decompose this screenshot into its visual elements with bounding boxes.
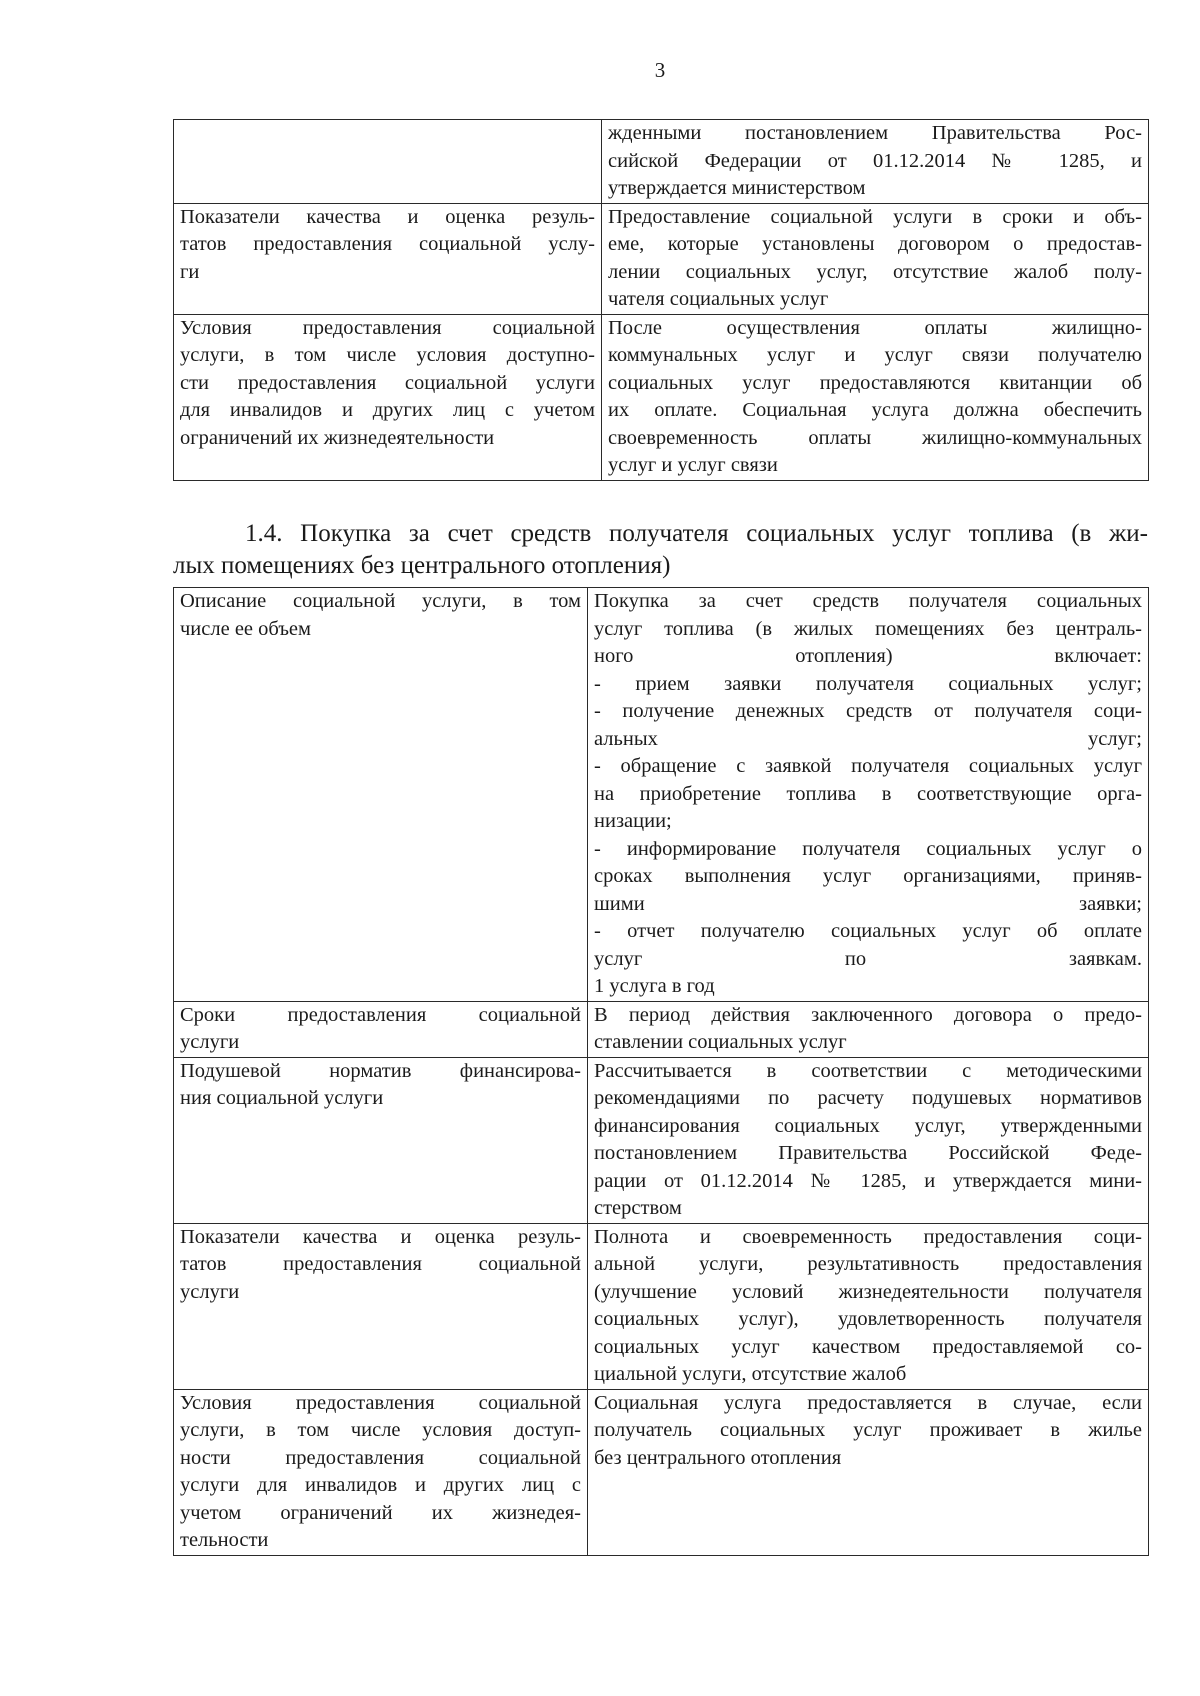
table1-body	[174, 120, 1149, 481]
cell-text-line: В период действия заключенного договора о предо-	[594, 1003, 1142, 1026]
cell-text-line: - отчет получателю социальных услуг об оплате	[594, 920, 1142, 942]
cell-text-line: стерством	[594, 1197, 682, 1219]
cell-text-line: После осуществления оплаты жилищно-	[608, 316, 1142, 339]
cell-text-line: числе ее объем	[180, 617, 311, 640]
fuel-purchase-service-table	[173, 587, 1149, 1556]
cell-text-line: сти предоставления социальной услуги	[180, 371, 595, 394]
cell-text-line: на приобретение топлива в соответствующие орга-	[594, 782, 1142, 805]
row-label-cell	[174, 1001, 588, 1057]
cell-text-line: шими заявки;	[594, 892, 1142, 915]
cell-text-line: получатель социальных услуг проживает в жилье	[594, 1419, 1142, 1441]
cell-text-line: Условия предоставления социальной	[180, 316, 595, 339]
cell-text-line: услуг топлива (в жилых помещениях без централь-	[594, 617, 1142, 640]
cell-text-line: Описание социальной услуги, в том	[180, 590, 581, 612]
cell-text-line: коммунальных услуг и услуг связи получателю	[608, 344, 1142, 366]
row-label-cell	[174, 588, 588, 1002]
cell-text-line: без центрального отопления	[594, 1446, 842, 1469]
cell-text-line: ставлении социальных услуг	[594, 1031, 847, 1053]
row-value-cell	[588, 1389, 1149, 1555]
cell-text-line: татов предоставления социальной	[180, 1253, 581, 1275]
table-row	[174, 1389, 1149, 1555]
section-title-line-1: 1.4. Покупка за счет средств получателя социальных услуг топлива (в жи-	[245, 520, 1148, 547]
cell-text-line: жденными постановлением Правительства Рос-	[608, 122, 1142, 144]
cell-text-line: тельности	[180, 1529, 269, 1551]
cell-text-line: услуг по заявкам.	[594, 947, 1142, 970]
table-row	[174, 1001, 1149, 1057]
cell-text-line: еме, которые установлены договором о предостав-	[608, 233, 1142, 255]
table-row	[174, 1223, 1149, 1389]
cell-text-line: - информирование получателя социальных услуг о	[594, 837, 1142, 860]
cell-text-line: услуги	[180, 1031, 240, 1053]
cell-text-line: Покупка за счет средств получателя социальных	[594, 590, 1142, 612]
row-value-cell	[588, 1223, 1149, 1389]
cell-text-line: утверждается министерством	[608, 177, 866, 199]
cell-text-line: ного отопления) включает:	[594, 645, 1142, 667]
page-number: 3	[654, 58, 666, 82]
row-value-cell	[588, 1001, 1149, 1057]
cell-text-line: чателя социальных услуг	[608, 288, 829, 310]
row-label-cell	[174, 1223, 588, 1389]
cell-text-line: - получение денежных средств от получателя соци-	[594, 700, 1142, 722]
table-row	[174, 588, 1149, 1002]
table2-body	[174, 588, 1149, 1556]
section-title	[173, 518, 1148, 582]
cell-text-line: Полнота и своевременность предоставления соци-	[594, 1225, 1142, 1248]
cell-text-line: учетом ограничений их жизнедея-	[180, 1501, 581, 1524]
row-label-cell	[174, 203, 602, 314]
cell-text-line: альных услуг;	[594, 727, 1142, 750]
row-label-cell	[174, 1057, 588, 1223]
section-title-line-2: лых помещениях без центрального отопления)	[173, 552, 671, 579]
table-row	[174, 314, 1149, 480]
cell-text-line: Показатели качества и оценка резуль-	[180, 205, 595, 228]
cell-text-line: социальных услуг), удовлетворенность получателя	[594, 1308, 1142, 1330]
cell-text-line: Сроки предоставления социальной	[180, 1003, 581, 1026]
cell-text-line: низации;	[594, 810, 672, 832]
cell-text-line: Показатели качества и оценка резуль-	[180, 1225, 581, 1248]
service-table-continued	[173, 119, 1149, 481]
cell-text-line: Предоставление социальной услуги в сроки и объ-	[608, 205, 1142, 228]
cell-text-line: сроках выполнения услуг организациями, приняв-	[594, 865, 1142, 887]
cell-text-line: (улучшение условий жизнедеятельности получателя	[594, 1280, 1142, 1303]
row-value-cell	[602, 120, 1149, 204]
cell-text-line: лении социальных услуг, отсутствие жалоб полу-	[608, 260, 1142, 283]
cell-text-line: услуг и услуг связи	[608, 454, 778, 476]
cell-text-line: для инвалидов и других лиц с учетом	[180, 399, 595, 421]
row-label-cell	[174, 314, 602, 480]
cell-text-line: сийской Федерации от 01.12.2014 № 1285, и	[608, 149, 1142, 172]
cell-text-line: услуги, в том числе условия доступно-	[180, 344, 595, 366]
table-row	[174, 120, 1149, 204]
row-label-cell	[174, 1389, 588, 1555]
cell-text-line: ности предоставления социальной	[180, 1446, 581, 1469]
cell-text-line: услуги, в том числе условия доступ-	[180, 1419, 581, 1441]
cell-text-line: татов предоставления социальной услу-	[180, 233, 595, 255]
cell-text-line: социальных услуг предоставляются квитанции об	[608, 371, 1142, 394]
row-value-cell	[602, 314, 1149, 480]
row-label-cell	[174, 120, 602, 204]
cell-text-line: ния социальной услуги	[180, 1087, 384, 1109]
cell-text-line: финансирования социальных услуг, утвержденными	[594, 1114, 1142, 1137]
table-row	[174, 203, 1149, 314]
cell-text-line: 1 услуга в год	[594, 975, 715, 997]
cell-text-line: рации от 01.12.2014 № 1285, и утверждается мини-	[594, 1169, 1142, 1192]
cell-text-line: ги	[180, 260, 200, 283]
row-value-cell	[588, 1057, 1149, 1223]
cell-text-line: циальной услуги, отсутствие жалоб	[594, 1363, 907, 1385]
cell-text-line: рекомендациями по расчету подушевых нормативов	[594, 1087, 1142, 1109]
cell-text-line: Подушевой норматив финансирова-	[180, 1059, 581, 1082]
cell-text-line: Социальная услуга предоставляется в случае, если	[594, 1391, 1142, 1414]
cell-text-line: ограничений их жизнедеятельности	[180, 426, 495, 449]
cell-text-line: - обращение с заявкой получателя социальных услуг	[594, 755, 1142, 777]
cell-text-line: своевременность оплаты жилищно-коммунальных	[608, 426, 1142, 449]
row-value-cell	[602, 203, 1149, 314]
table-row	[174, 1057, 1149, 1223]
cell-text-line: - прием заявки получателя социальных услуг;	[594, 672, 1142, 695]
cell-text-line: Условия предоставления социальной	[180, 1391, 581, 1414]
cell-text-line: альной услуги, результативность предоставления	[594, 1253, 1142, 1275]
cell-text-line: их оплате. Социальная услуга должна обеспечить	[608, 399, 1142, 421]
cell-text-line: социальных услуг качеством предоставляемой со-	[594, 1335, 1142, 1358]
cell-text-line: Рассчитывается в соответствии с методическими	[594, 1059, 1142, 1082]
cell-text-line: услуги	[180, 1280, 240, 1303]
row-value-cell	[588, 588, 1149, 1002]
cell-text-line: постановлением Правительства Российской Феде-	[594, 1142, 1142, 1164]
cell-text-line: услуги для инвалидов и других лиц с	[180, 1474, 581, 1496]
